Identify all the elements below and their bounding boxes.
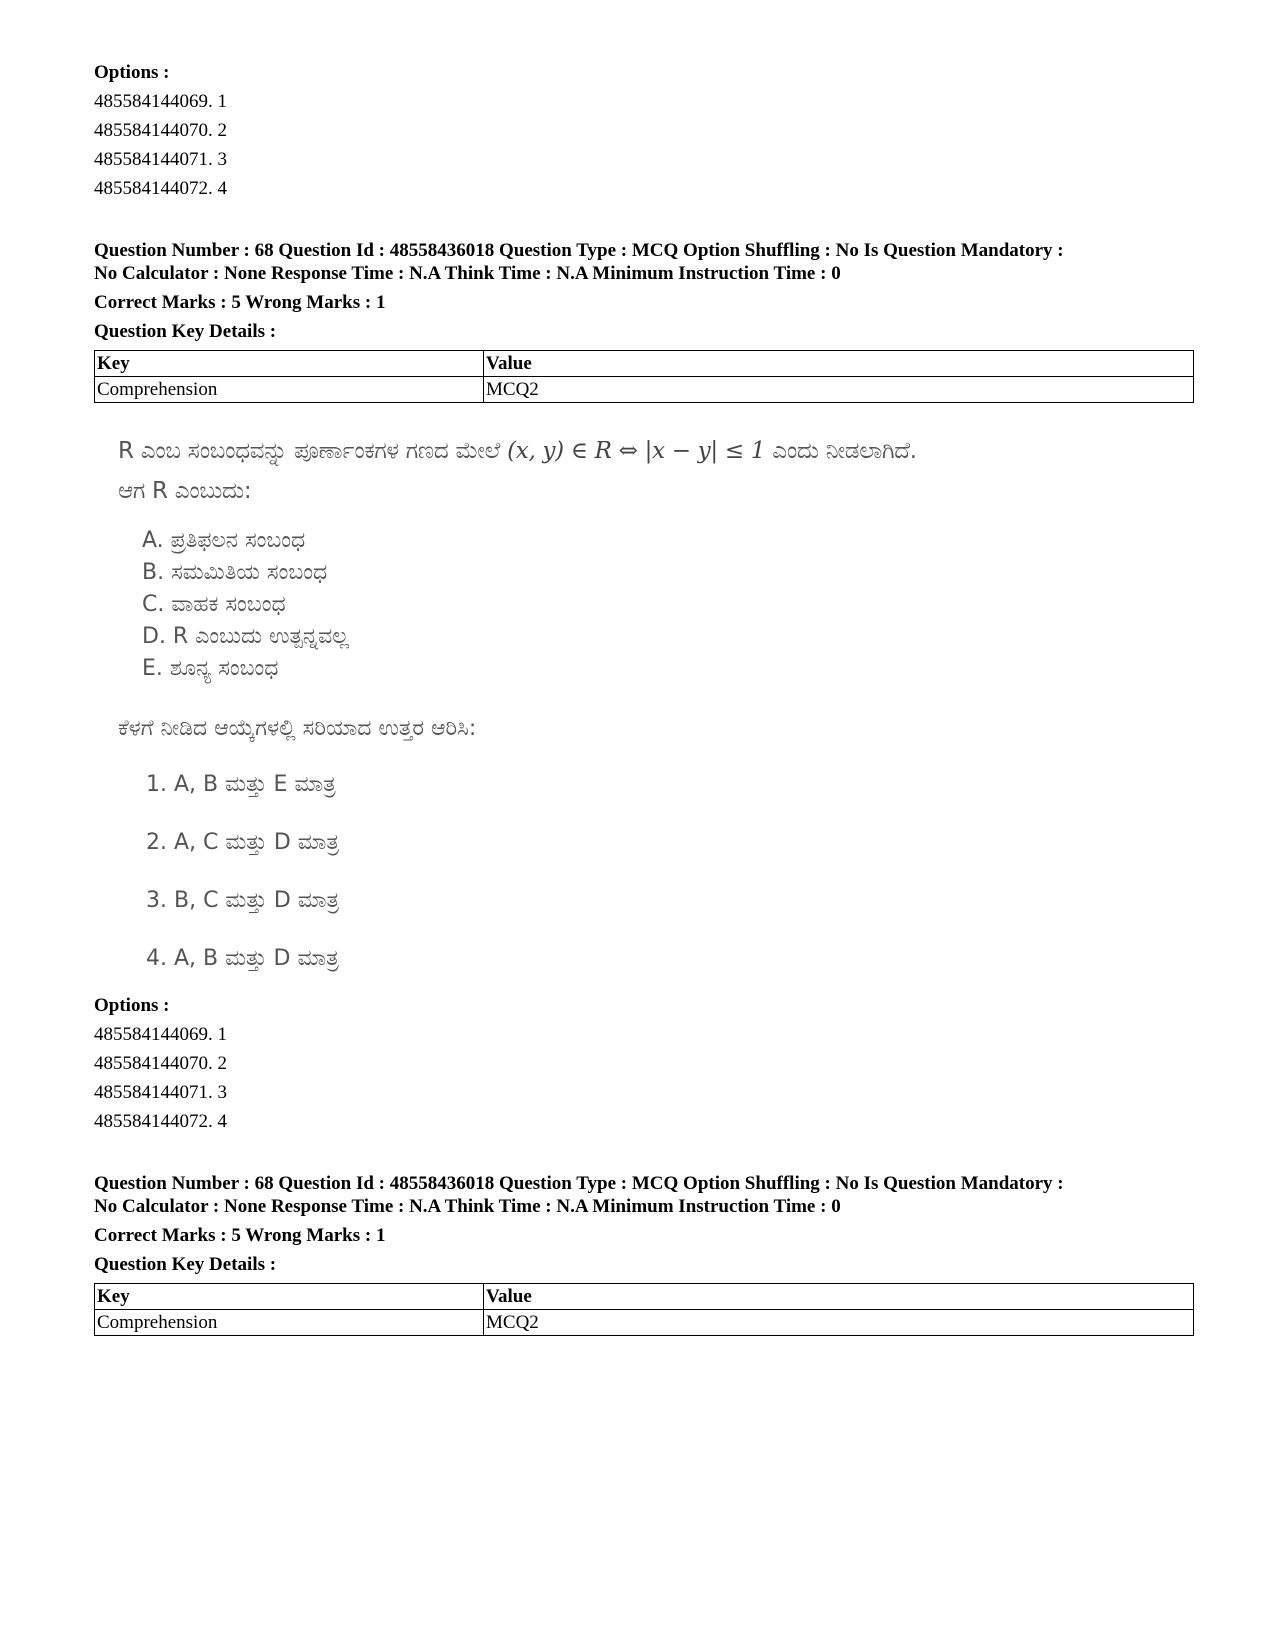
key-details-label: Question Key Details : bbox=[94, 321, 277, 342]
statement-item: A. ಪ್ರತಿಫಲನ ಸಂಬಂಧ bbox=[142, 528, 306, 553]
instruction-text: ಕೆಳಗೆ ನೀಡಿದ ಆಯ್ಕೆಗಳಲ್ಲಿ ಸರಿಯಾದ ಉತ್ತರ ಆರಿಸಿ: bbox=[118, 716, 477, 741]
choice-list bbox=[146, 769, 339, 1001]
table-header-value: Value bbox=[484, 1284, 1194, 1310]
statement-item: E. ಶೂನ್ಯ ಸಂಬಂಧ bbox=[142, 656, 279, 681]
question-meta-line1: Question Number : 68 Question Id : 48558436018 Question Type : MCQ Option Shuffling : No Is Question Mandatory : bbox=[94, 240, 1064, 261]
option-item: 485584144071. 3 bbox=[94, 149, 227, 170]
options-label: Options : bbox=[94, 995, 170, 1016]
option-item: 485584144071. 3 bbox=[94, 1082, 227, 1103]
key-details-table bbox=[94, 350, 1194, 403]
table-row bbox=[95, 377, 1194, 403]
choice-item: 1. A, B ಮತ್ತು E ಮಾತ್ರ bbox=[146, 772, 336, 797]
option-item: 485584144072. 4 bbox=[94, 178, 227, 199]
table-row bbox=[95, 1310, 1194, 1336]
document-page bbox=[94, 58, 1194, 1336]
key-details-table bbox=[94, 1283, 1194, 1336]
stem-math: (x, y) ∈ R ⇔ |x − y| ≤ 1 bbox=[507, 438, 766, 464]
option-item: 485584144069. 1 bbox=[94, 91, 227, 112]
table-cell-key: Comprehension bbox=[95, 1310, 484, 1336]
table-cell-key: Comprehension bbox=[95, 377, 484, 403]
table-header-value: Value bbox=[484, 351, 1194, 377]
stem-text-post: ಎಂದು ನೀಡಲಾಗಿದೆ. bbox=[765, 438, 917, 464]
table-header-key: Key bbox=[95, 1284, 484, 1310]
options-label: Options : bbox=[94, 62, 170, 83]
choice-item: 2. A, C ಮತ್ತು D ಮಾತ್ರ bbox=[146, 830, 340, 855]
table-cell-value: MCQ2 bbox=[484, 1310, 1194, 1336]
options-block-bottom bbox=[94, 991, 1194, 1136]
option-item: 485584144069. 1 bbox=[94, 1024, 227, 1045]
table-cell-value: MCQ2 bbox=[484, 377, 1194, 403]
option-item: 485584144070. 2 bbox=[94, 120, 227, 141]
option-item: 485584144072. 4 bbox=[94, 1111, 227, 1132]
statement-item: C. ವಾಹಕ ಸಂಬಂಧ bbox=[142, 592, 286, 617]
options-block-top bbox=[94, 58, 1194, 203]
key-details-label: Question Key Details : bbox=[94, 1254, 277, 1275]
choice-item: 4. A, B ಮತ್ತು D ಮಾತ್ರ bbox=[146, 946, 339, 971]
question-meta-line2: No Calculator : None Response Time : N.A Think Time : N.A Minimum Instruction Time : 0 bbox=[94, 263, 841, 284]
question-image bbox=[94, 431, 1194, 991]
statement-item: D. R ಎಂಬುದು ಉತ್ಪನ್ನವಲ್ಲ bbox=[142, 624, 350, 649]
question-header bbox=[94, 239, 1194, 403]
question-meta-line1: Question Number : 68 Question Id : 48558436018 Question Type : MCQ Option Shuffling : No Is Question Mandatory : bbox=[94, 1173, 1064, 1194]
question-meta-line2: No Calculator : None Response Time : N.A Think Time : N.A Minimum Instruction Time : 0 bbox=[94, 1196, 841, 1217]
question-stem-line1 bbox=[118, 431, 917, 471]
option-item: 485584144070. 2 bbox=[94, 1053, 227, 1074]
statement-item: B. ಸಮಮಿತಿಯ ಸಂಬಂಧ bbox=[142, 560, 328, 585]
marks-line: Correct Marks : 5 Wrong Marks : 1 bbox=[94, 1225, 386, 1246]
marks-line: Correct Marks : 5 Wrong Marks : 1 bbox=[94, 292, 386, 313]
table-header-key: Key bbox=[95, 351, 484, 377]
table-header-row bbox=[95, 1284, 1194, 1310]
statement-list bbox=[142, 525, 349, 685]
choice-item: 3. B, C ಮತ್ತು D ಮಾತ್ರ bbox=[146, 888, 340, 913]
stem-text-pre: R ಎಂಬ ಸಂಬಂಧವನ್ನು ಪೂರ್ಣಾಂಕಗಳ ಗಣದ ಮೇಲೆ bbox=[118, 438, 508, 464]
table-header-row bbox=[95, 351, 1194, 377]
question-stem-line2: ಆಗ R ಎಂಬುದು: bbox=[118, 478, 252, 504]
question-stem bbox=[118, 431, 917, 511]
question-header bbox=[94, 1172, 1194, 1336]
